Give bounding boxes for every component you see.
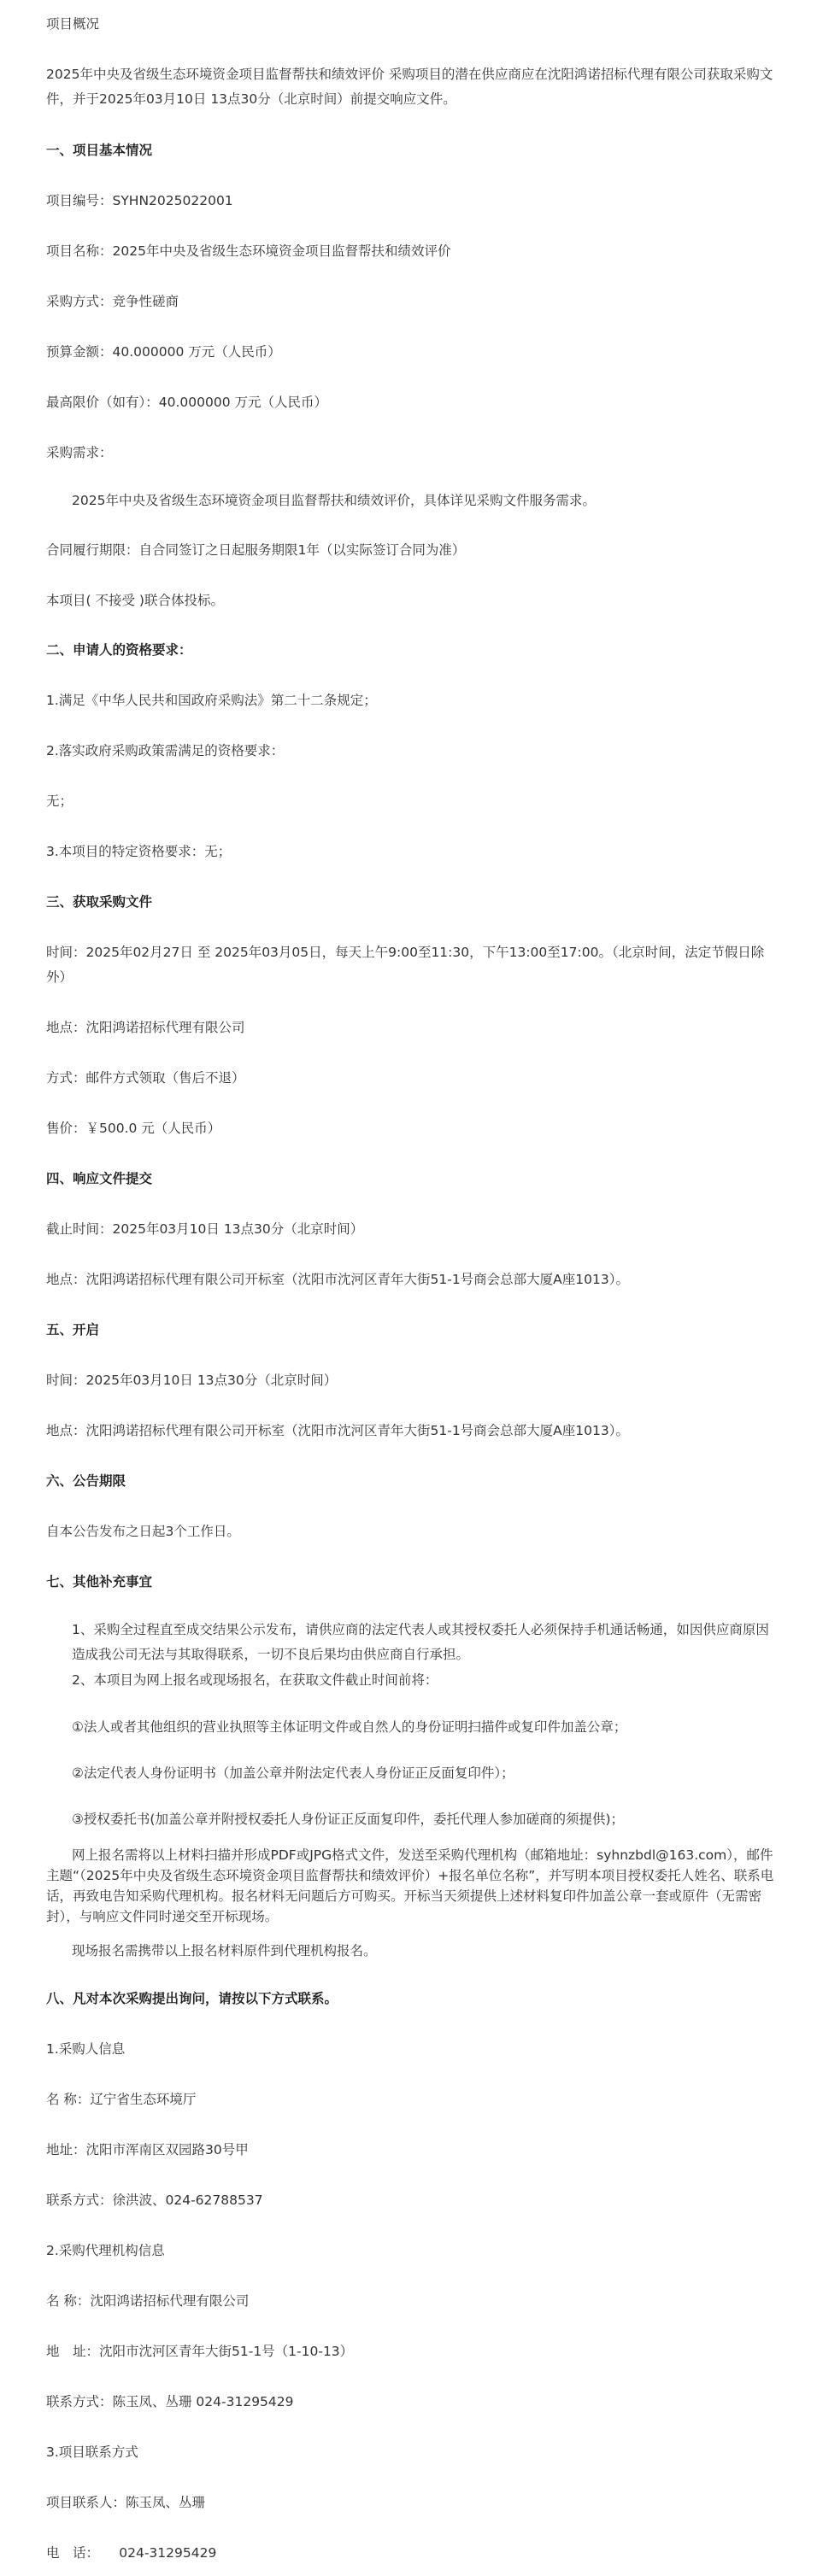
project-number: 项目编号：SYHN2025022001 — [46, 193, 233, 208]
supplement-7: 现场报名需携带以上报名材料原件到代理机构报名。 — [72, 1943, 377, 1958]
needs-text: 2025年中央及省级生态环境资金项目监督帮扶和绩效评价，具体详见采购文件服务需求。 — [72, 493, 596, 508]
obtain-place: 地点：沈阳鸿诺招标代理有限公司 — [46, 1020, 245, 1035]
obtain-mode: 方式：邮件方式领取（售后不退） — [46, 1070, 245, 1086]
agent-name: 名 称：沈阳鸿诺招标代理有限公司 — [46, 2293, 250, 2309]
supplement-2: 2、本项目为网上报名或现场报名，在获取文件截止时间前将： — [72, 1672, 438, 1688]
opening-place: 地点：沈阳鸿诺招标代理有限公司开标室（沈阳市沈河区青年大街51-1号商会总部大厦A座1013）。 — [46, 1423, 629, 1438]
supplement-3: ①法人或者其他组织的营业执照等主体证明文件或自然人的身份证明扫描件或复印件加盖公章； — [72, 1719, 627, 1735]
section-5-title: 五、开启 — [46, 1322, 100, 1338]
notice-period: 自本公告发布之日起3个工作日。 — [46, 1524, 240, 1539]
agent-contact: 联系方式：陈玉凤、丛珊 024-31295429 — [46, 2394, 294, 2409]
project-contact-person: 项目联系人：陈玉凤、丛珊 — [46, 2495, 206, 2510]
needs-label: 采购需求： — [46, 445, 113, 460]
buyer-name: 名 称：辽宁省生态环境厅 — [46, 2092, 197, 2107]
supplement-1: 1、采购全过程直至成交结果公示发布，请供应商的法定代表人或其授权委托人必须保持手机通话畅通，如因供应商原因造成我公司无法与其取得联系，一切不良后果均由供应商自行承担。 — [72, 1622, 769, 1662]
section-1-title: 一、项目基本情况 — [46, 143, 153, 158]
budget-amount: 预算金额：40.000000 万元（人民币） — [46, 344, 281, 360]
contract-term: 合同履行期限：自合同签订之日起服务期限1年（以实际签订合同为准） — [46, 542, 466, 558]
section-4-title: 四、响应文件提交 — [46, 1171, 153, 1186]
overview-text: 2025年中央及省级生态环境资金项目监督帮扶和绩效评价 采购项目的潜在供应商应在沈阳鸿诺招标代理有限公司获取采购文件，并于2025年03月10日 13点30分（北京时间）前提交响应文件。 — [46, 67, 773, 107]
qualification-3: 3.本项目的特定资格要求：无； — [46, 844, 232, 859]
qualification-2-value: 无； — [46, 793, 73, 809]
consortium-note: 本项目( 不接受 )联合体投标。 — [46, 593, 224, 608]
agent-address: 地 址：沈阳市沈河区青年大街51-1号（1-10-13） — [46, 2344, 354, 2359]
procurement-method: 采购方式：竞争性磋商 — [46, 294, 179, 309]
project-contact-title: 3.项目联系方式 — [46, 2444, 138, 2460]
buyer-address: 地址：沈阳市浑南区双园路30号甲 — [46, 2142, 249, 2157]
submit-place: 地点：沈阳鸿诺招标代理有限公司开标室（沈阳市沈河区青年大街51-1号商会总部大厦A座1013）。 — [46, 1272, 629, 1287]
submit-deadline: 截止时间：2025年03月10日 13点30分（北京时间） — [46, 1221, 364, 1237]
supplement-5: ③授权委托书(加盖公章并附授权委托人身份证正反面复印件，委托代理人参加磋商的须提供)； — [72, 1812, 624, 1827]
section-2-title: 二、申请人的资格要求： — [46, 642, 192, 658]
section-3-title: 三、获取采购文件 — [46, 894, 153, 910]
qualification-1: 1.满足《中华人民共和国政府采购法》第二十二条规定； — [46, 693, 377, 708]
overview-title: 项目概况 — [46, 16, 100, 32]
qualification-2: 2.落实政府采购政策需满足的资格要求： — [46, 743, 285, 758]
opening-time: 时间：2025年03月10日 13点30分（北京时间） — [46, 1373, 338, 1388]
project-name: 项目名称：2025年中央及省级生态环境资金项目监督帮扶和绩效评价 — [46, 243, 451, 259]
agent-info-title: 2.采购代理机构信息 — [46, 2243, 165, 2258]
obtain-price: 售价：￥500.0 元（人民币） — [46, 1121, 221, 1136]
buyer-contact: 联系方式：徐洪波、024-62788537 — [46, 2193, 263, 2208]
project-contact-phone: 电 话： 024-31295429 — [46, 2545, 217, 2561]
buyer-info-title: 1.采购人信息 — [46, 2041, 126, 2057]
obtain-time: 时间：2025年02月27日 至 2025年03月05日，每天上午9:00至11:30，下午13:00至17:00。（北京时间，法定节假日除外） — [46, 945, 765, 985]
max-price: 最高限价（如有）：40.000000 万元（人民币） — [46, 395, 327, 410]
section-6-title: 六、公告期限 — [46, 1473, 126, 1489]
supplement-4: ②法定代表人身份证明书（加盖公章并附法定代表人身份证正反面复印件）； — [72, 1765, 514, 1781]
supplement-6: 网上报名需将以上材料扫描并形成PDF或JPG格式文件，发送至采购代理机构（邮箱地址：syhnzbdl@163.com），邮件主题“（2025年中央及省级生态环境资金项目监督帮扶和绩效评价）+报名单位名称”，并写明本项目授权委托人姓名、联系电话，再致电告知采购代理机构。报名材料无问题后方可购买。开标当天须提供上述材料复印件加盖公章一套或原件（无需密封），与响应文件同时递交至开标现场。 — [46, 1847, 774, 1924]
section-8-title: 八、凡对本次采购提出询问，请按以下方式联系。 — [46, 1991, 338, 2006]
section-7-title: 七、其他补充事宜 — [46, 1574, 153, 1590]
